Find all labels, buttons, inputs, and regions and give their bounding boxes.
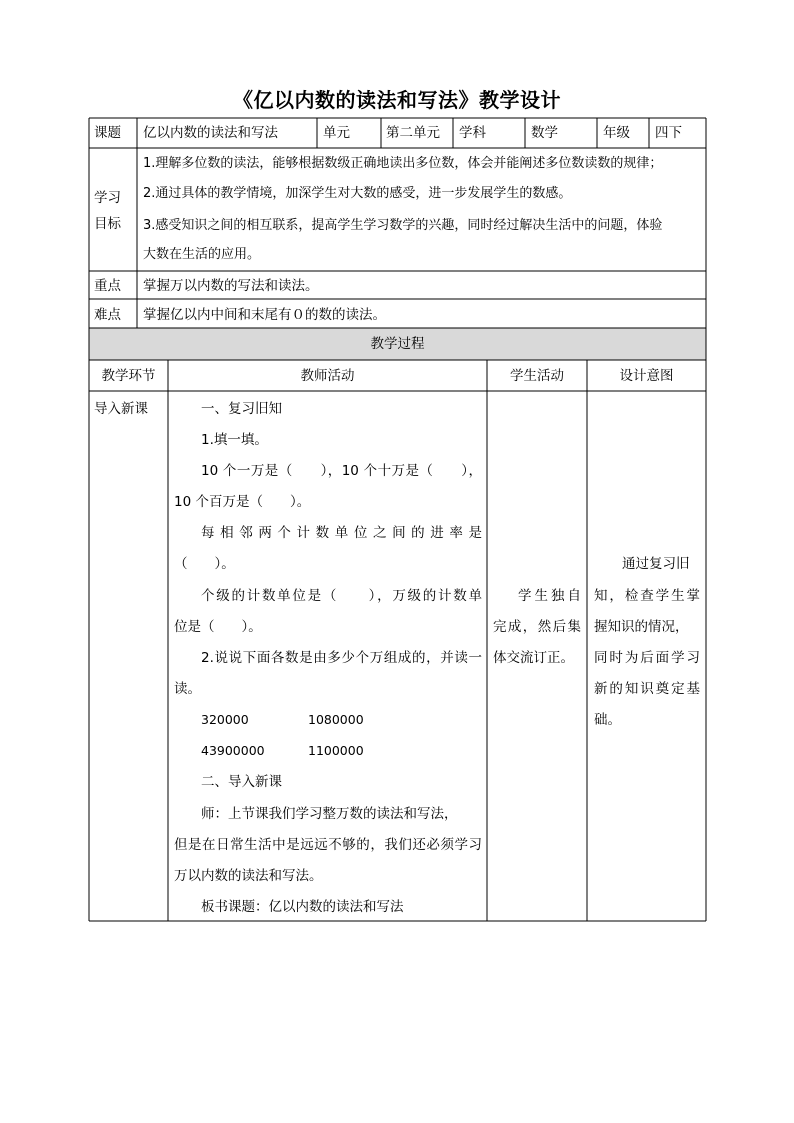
subject-value: 数学 — [531, 125, 558, 141]
student-line: 完成，然后集 — [493, 619, 581, 635]
teacher-line: 但是在日常生活中是远远不够的，我们还必须学习 — [174, 837, 482, 853]
teacher-line: 师：上节课我们学习整万数的读法和写法， — [201, 806, 458, 822]
process-banner: 教学过程 — [370, 336, 425, 352]
number-item: 43900000 — [201, 743, 265, 758]
student-line: 学生独自 — [518, 588, 581, 604]
header-intent: 设计意图 — [619, 368, 674, 384]
topic-label: 课题 — [94, 125, 121, 141]
teacher-line: 万以内数的读法和写法。 — [174, 868, 323, 884]
student-line: 体交流订正。 — [493, 650, 574, 666]
subject-label: 学科 — [459, 125, 486, 141]
teacher-line: 10 个一万是（ ），10 个十万是（ ）， — [201, 463, 482, 479]
objective-item: 1.理解多位数的读法，能够根据数级正确地读出多位数，体会并能阐述多位数读数的规律； — [143, 156, 663, 171]
unit-value: 第二单元 — [386, 125, 440, 141]
teacher-line: 板书课题：亿以内数的读法和写法 — [201, 899, 404, 915]
difficulty-value: 掌握亿以内中间和末尾有０的数的读法。 — [143, 307, 386, 323]
topic-value: 亿以内数的读法和写法 — [143, 125, 278, 141]
teacher-line: 10 个百万是（ ）。 — [174, 494, 311, 510]
grade-label: 年级 — [603, 125, 630, 141]
objective-item: 3.感受知识之间的相互联系，提高学生学习数学的兴趣，同时经过解决生活中的问题，体验 — [143, 218, 663, 233]
difficulty-label: 难点 — [94, 307, 121, 323]
intent-line: 握知识的情况， — [594, 619, 689, 635]
teacher-line: 个级的计数单位是（ ），万级的计数单 — [201, 588, 482, 604]
intent-line: 通过复习旧 — [622, 556, 690, 572]
header-stage: 教学环节 — [101, 368, 156, 384]
teacher-line: 位是（ ）。 — [174, 619, 262, 635]
teacher-line: 二、导入新课 — [201, 774, 282, 790]
teacher-line: 每相邻两个计数单位之间的进率是 — [201, 525, 482, 541]
teacher-line: 读。 — [174, 681, 201, 697]
objective-item: 大数在生活的应用。 — [143, 247, 261, 262]
teacher-line: 1.填一填。 — [201, 432, 268, 448]
intent-line: 知，检查学生掌 — [594, 588, 700, 604]
number-item: 1080000 — [308, 712, 364, 727]
header-teacher: 教师活动 — [300, 368, 355, 384]
unit-label: 单元 — [323, 125, 350, 141]
header-student: 学生活动 — [510, 368, 564, 384]
intent-line: 新的知识奠定基 — [594, 681, 700, 697]
number-item: 320000 — [201, 712, 249, 727]
teacher-line: 一、复习旧知 — [201, 401, 282, 417]
objectives-label-line2: 目标 — [94, 216, 121, 232]
grade-value: 四下 — [655, 125, 682, 141]
stage-label: 导入新课 — [94, 401, 148, 417]
document-title: 《亿以内数的读法和写法》教学设计 — [233, 88, 561, 112]
objectives-label-line1: 学习 — [94, 190, 121, 206]
intent-line: 础。 — [594, 712, 621, 728]
objective-item: 2.通过具体的教学情境，加深学生对大数的感受，进一步发展学生的数感。 — [143, 186, 572, 201]
number-item: 1100000 — [308, 743, 364, 758]
key-point-value: 掌握万以内数的写法和读法。 — [143, 278, 319, 294]
key-point-label: 重点 — [94, 278, 121, 294]
teacher-line: （ ）。 — [174, 556, 235, 572]
teacher-line: 2.说说下面各数是由多少个万组成的，并读一 — [201, 650, 482, 666]
intent-line: 同时为后面学习 — [594, 650, 700, 666]
